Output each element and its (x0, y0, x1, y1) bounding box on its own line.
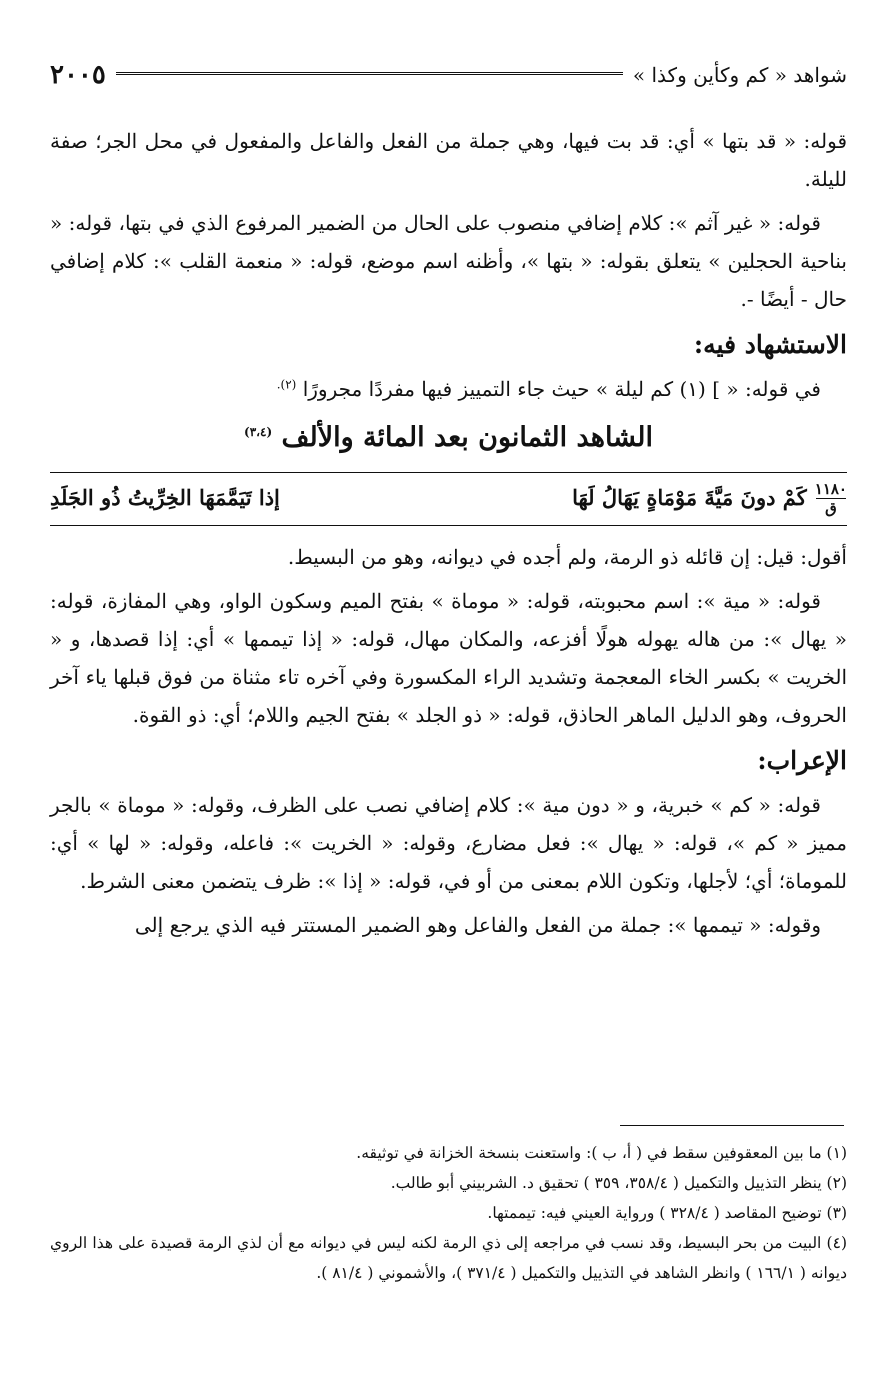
footnotes (50, 1138, 847, 1288)
verse-hemistich-second: إذا تَيَمَّمَهَا الخِرِّيتُ ذُو الجَلَدِ (49, 485, 280, 510)
page-number: ٢٠٠٥ (50, 60, 106, 90)
section-heading-istishhad: الاستشهاد فيه: (693, 330, 847, 359)
footnote-separator (620, 1125, 844, 1126)
footnote-item: (١) ما بين المعقوفين سقط في ( أ، ب ): واستعنت بنسخة الخزانة في توثيقه. (356, 1144, 847, 1162)
paragraph-ghayr-athim: قوله: « غير آثم »: كلام إضافي منصوب على الحال من الضمير المرفوع الذي في بتها، قوله: « بناحية الحجلين » يتعلق بقوله: « بتها »، وأظنه اسم موضع، قوله: « منعمة القلب »: كلام إضافي حال - أيضًا -. (50, 211, 847, 311)
verse-meter-mark: ق (825, 498, 837, 517)
verse-hemistich-first: كَمْ دونَ مَيَّةَ مَوْمَاةٍ يَهَالُ لَهَا (572, 485, 807, 510)
paragraph-irab: قوله: « كم » خبرية، و « دون مية »: كلام إضافي نصب على الظرف، وقوله: « موماة » بالجر مميز « كم »، قوله: « يهال »: فعل مضارع، وقوله: « الخريت »: فاعله، وقوله: « لها » أي: للموماة؛ أي؛ لأجلها، وتكون اللام بمعنى من أو في، قوله: « إذا »: ظرف يتضمن معنى الشرط. (50, 793, 847, 893)
page-body (50, 122, 847, 950)
verse-line (50, 472, 847, 526)
header-rule (116, 72, 623, 78)
paragraph-tayammamaha: وقوله: « تيممها »: جملة من الفعل والفاعل وهو الضمير المستتر فيه الذي يرجع إلى (134, 913, 821, 937)
footnote-ref: (٣،٤) (244, 425, 273, 439)
footnote-item: (٢) ينظر التذييل والتكميل ( ٣٥٨/٤، ٣٥٩ ) تحقيق د. الشربيني أبو طالب. (390, 1174, 847, 1192)
paragraph-vocabulary: قوله: « مية »: اسم محبوبته، قوله: « موماة » بفتح الميم وسكون الواو، وهي المفازة، قوله: « يهال »: من هاله يهوله هولًا أفزعه، والمكان مهال، قوله: « إذا تيممها » أي: إذا قصدها، و « الخريت » بكسر الخاء المعجمة وتشديد الراء المكسورة وفي آخره تاء مثناة من فوق قبلها ياء آخر الحروف، وهو الدليل الماهر الحاذق، قوله: « ذو الجلد » بفتح الجيم واللام؛ أي: ذو القوة. (50, 589, 847, 727)
section-heading-irab: الإعراب: (757, 746, 847, 775)
istishhad-text: في قوله: « ] (١) كم ليلة » حيث جاء التمييز فيها مفردًا مجرورًا (302, 377, 821, 401)
verse-number (815, 480, 847, 517)
shahid-title-text: الشاهد الثمانون بعد المائة والألف (281, 422, 653, 453)
running-title: شواهد « كم وكأين وكذا » (632, 63, 847, 87)
shahid-title (50, 414, 847, 462)
verse-number-value: ١١٨٠ (814, 479, 847, 498)
page-header (50, 58, 847, 92)
paragraph-qad-battuha: قوله: « قد بتها » أي: قد بت فيها، وهي جملة من الفعل والفاعل والمفعول في محل الجر؛ صفة لليلة. (50, 129, 847, 191)
paragraph-istishhad (50, 370, 847, 408)
paragraph-aqul: أقول: قيل: إن قائله ذو الرمة، ولم أجده في ديوانه، وهو من البسيط. (287, 545, 847, 569)
footnote-item: (٤) البيت من بحر البسيط، وقد نسب في مراجعه إلى ذي الرمة لكنه ليس في ديوانه مع أن لذي الرمة قصيدة على هذا الروي ديوانه ( ١٦٦/١ ) وانظر الشاهد في التذييل والتكميل ( ٣٧١/٤ )، والأشموني ( ٨١/٤ ). (50, 1234, 847, 1282)
footnote-ref: (٢). (276, 377, 297, 392)
footnote-item: (٣) توضيح المقاصد ( ٣٢٨/٤ ) ورواية العيني فيه: تيممتها. (487, 1204, 847, 1222)
